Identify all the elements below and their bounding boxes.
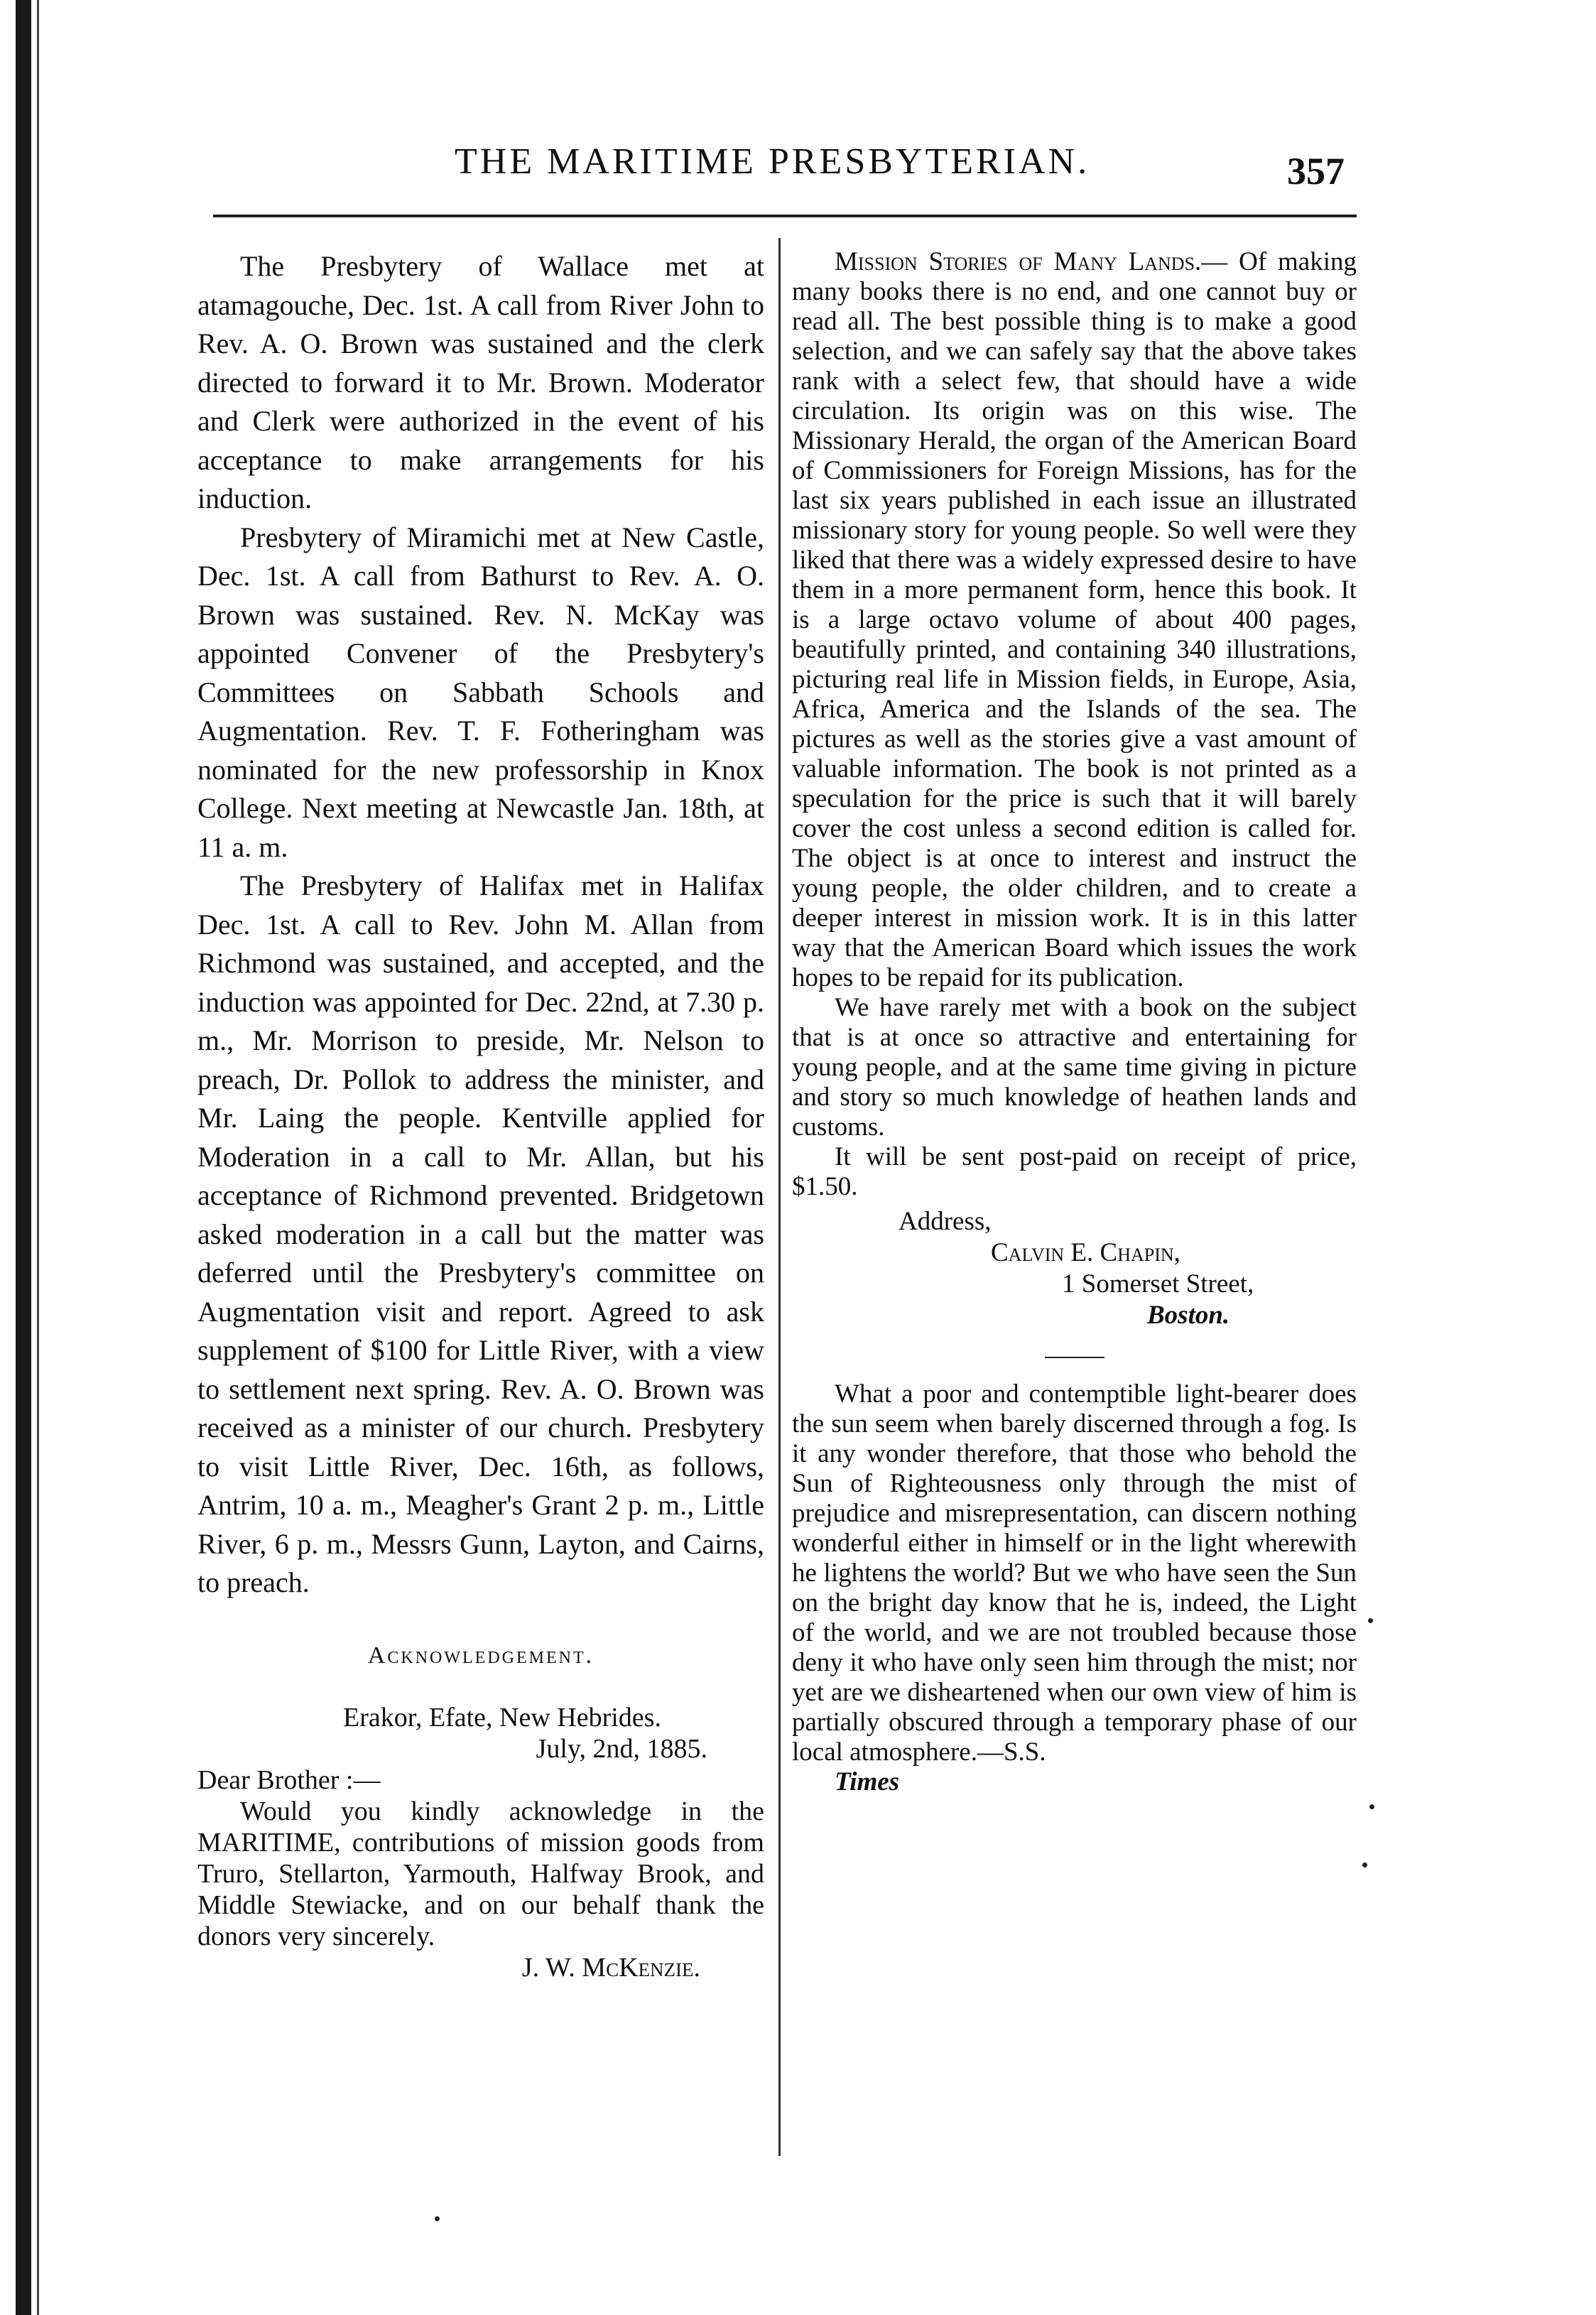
margin-speck bbox=[1362, 1863, 1367, 1867]
binding-shadow bbox=[37, 0, 39, 2315]
mission-stories-body: Of making many books there is no end, and one cannot buy or read all. The best possible thing is to make a good selection, and we can safely say that the above takes rank with a select few, that should have a wide circulation. Its origin was on this wise. The Missionary Herald, the organ of the American Board of Commissioners for Foreign Missions, has for the last six years published in each issue an illustrated missionary story for young people. So well were they liked that there was a widely expressed desire to have them in a more permanent form, hence this book. It is a large octavo volume of about 400 pages, beautifully printed, and containing 340 illustrations, picturing real life in Mission fields, in Europe, Asia, Africa, America and the Islands of the sea. The pictures as well as the stories give a vast amount of valuable information. The book is not printed as a speculation for the price is such that it will barely cover the cost unless a second edition is called for. The object is at once to interest and instruct the young people, the older children, and to create a deeper interest in mission work. It is in this latter way that the American Board which issues the work hopes to be repaid for its publication. bbox=[792, 247, 1357, 992]
mission-stories-review bbox=[792, 247, 1357, 993]
wallace-paragraph: The Presbytery of Wallace met at atamagouche, Dec. 1st. A call from River John to Rev. A. O. Brown was sustained and the clerk directed to forward it to Mr. Brown. Moderator and Clerk were authorized in the event of his acceptance to make arrangements for his induction. bbox=[197, 250, 764, 514]
mission-stories-paragraph-2: We have rarely met with a book on the subject that is at once so attractive and entertaining for young people, and at the same time giving in picture and story so much knowledge of heathen lands and customs. bbox=[792, 993, 1357, 1142]
light-bearer-source: Times bbox=[835, 1767, 900, 1796]
margin-speck bbox=[435, 2216, 440, 2221]
page-number: 357 bbox=[1287, 150, 1345, 193]
header-rule bbox=[213, 215, 1357, 217]
mission-stories-title: Mission Stories of Many Lands.— bbox=[835, 247, 1228, 276]
ack-signature: J. W. McKenzie. bbox=[521, 1953, 700, 1983]
mission-stories-paragraph-3: It will be sent post-paid on receipt of price, $1.50. bbox=[792, 1142, 1357, 1201]
acknowledgement-heading: Acknowledgement. bbox=[367, 1642, 595, 1669]
address-street: 1 Somerset Street, bbox=[1062, 1269, 1254, 1299]
left-column bbox=[197, 247, 764, 1983]
ack-salutation: Dear Brother :— bbox=[197, 1765, 381, 1795]
right-column bbox=[792, 247, 1357, 1797]
margin-speck bbox=[1369, 1804, 1374, 1809]
address-label: Address, bbox=[899, 1207, 992, 1236]
acknowledgement-letter bbox=[197, 1702, 764, 1983]
running-head: THE MARITIME PRESBYTERIAN. bbox=[455, 141, 1090, 182]
halifax-paragraph: The Presbytery of Halifax met in Halifax Dec. 1st. A call to Rev. John M. Allan from Richmond was sustained, and accepted, and the induction was appointed for Dec. 22nd, at 7.30 p. m., Mr. Morrison to preside, Mr. Nelson to preach, Dr. Pollok to address the minister, and Mr. Laing the people. Kentville applied for Moderation in a call to Mr. Allan, but his acceptance of Richmond prevented. Bridgetown asked moderation in a call but the matter was deferred until the Presbytery's committee on Augmentation visit and report. Agreed to ask supplement of $100 for Little River, with a view to settlement next spring. Rev. A. O. Brown was received as a minister of our church. Presbytery to visit Little River, Dec. 16th, as follows, Antrim, 10 a. m., Meagher's Grant 2 p. m., Little River, 6 p. m., Messrs Gunn, Layton, and Cairns, to preach. bbox=[197, 869, 764, 1598]
light-bearer-paragraph: What a poor and contemptible light-bearer does the sun seem when barely discerned through a fog. Is it any wonder therefore, that those who behold the Sun of Righteousness only through the mist of prejudice and misrepresentation, can discern nothing wonderful either in himself or in the light wherewith he lightens the world? But we who have seen the Sun on the bright day know that he is, indeed, the Light of the world, and we are not troubled because those deny it who have only seen him through the mist; nor yet are we disheartened when our own view of him is partially obscured through a temporary phase of our local atmosphere.—S.S. bbox=[792, 1379, 1357, 1767]
margin-speck bbox=[1368, 1618, 1373, 1623]
ack-body: Would you kindly acknowledge in the MARITIME, contributions of mission goods from Truro, Stellarton, Yarmouth, Halfway Brook, and Middle Stewiacke, and on our behalf thank the donors very sincerely. bbox=[197, 1796, 764, 1951]
ack-date: July, 2nd, 1885. bbox=[536, 1734, 707, 1764]
miramichi-paragraph: Presbytery of Miramichi met at New Castle, Dec. 1st. A call from Bathurst to Rev. A. O. Brown was sustained. Rev. N. McKay was appointed Convener of the Presbytery's Committees on Sabbath Schools and Augmentation. Rev. T. F. Fotheringham was nominated for the new professorship in Knox College. Next meeting at Newcastle Jan. 18th, at 11 a. m. bbox=[197, 521, 764, 863]
address-city: Boston. bbox=[1147, 1301, 1230, 1330]
column-rule bbox=[778, 238, 781, 2156]
binding-edge bbox=[16, 0, 31, 2315]
address-name: Calvin E. Chapin, bbox=[991, 1238, 1180, 1267]
section-separator bbox=[1045, 1357, 1104, 1358]
address-block bbox=[792, 1206, 1357, 1331]
ack-place: Erakor, Efate, New Hebrides. bbox=[343, 1703, 661, 1733]
